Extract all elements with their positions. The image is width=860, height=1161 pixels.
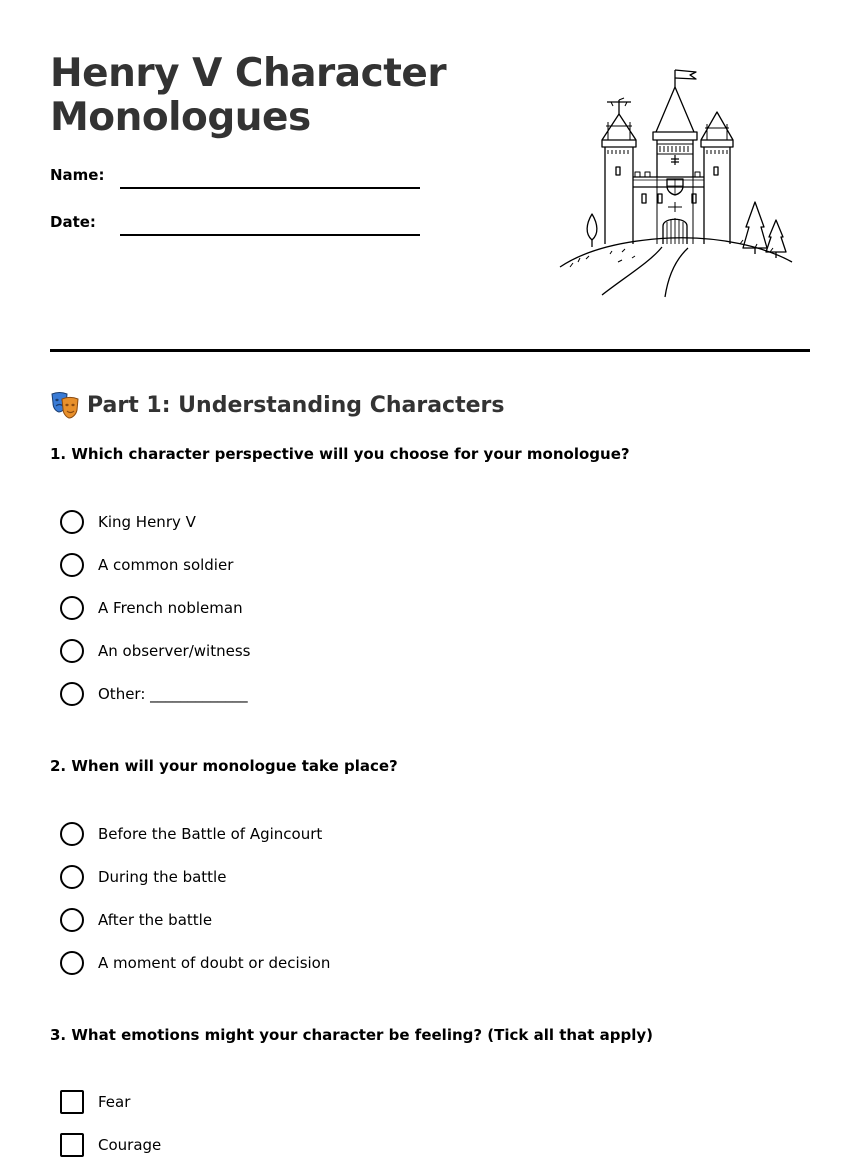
name-label: Name: [50, 166, 105, 184]
option-label: A common soldier [98, 556, 234, 574]
date-field [50, 207, 420, 237]
radio-button[interactable] [60, 951, 84, 975]
q1-option-king-henry[interactable] [60, 509, 196, 535]
question-1: 1. Which character perspective will you choose for your monologue? [50, 445, 630, 463]
option-label: A French nobleman [98, 599, 243, 617]
question-3: 3. What emotions might your character be feeling? (Tick all that apply) [50, 1026, 653, 1044]
option-label: Fear [98, 1093, 131, 1111]
option-label: Other: _____________ [98, 685, 248, 703]
radio-button[interactable] [60, 510, 84, 534]
option-label: Courage [98, 1136, 162, 1154]
theatre-masks-icon [50, 390, 80, 420]
name-field [50, 160, 420, 190]
q3-option-fear[interactable] [60, 1089, 130, 1115]
option-label: After the battle [98, 911, 213, 929]
q1-option-french-nobleman[interactable] [60, 595, 243, 621]
date-line[interactable] [120, 234, 420, 236]
option-label: A moment of doubt or decision [98, 954, 331, 972]
radio-button[interactable] [60, 596, 84, 620]
radio-button[interactable] [60, 553, 84, 577]
checkbox[interactable] [60, 1133, 84, 1157]
option-label: King Henry V [98, 513, 196, 531]
name-line[interactable] [120, 187, 420, 189]
castle-illustration [550, 62, 800, 302]
header-divider [50, 349, 810, 352]
radio-button[interactable] [60, 682, 84, 706]
page-title: Henry V Character Monologues [50, 51, 447, 140]
option-label: Before the Battle of Agincourt [98, 825, 323, 843]
q3-option-courage[interactable] [60, 1132, 161, 1158]
q1-option-common-soldier[interactable] [60, 552, 233, 578]
q2-option-after-battle[interactable] [60, 907, 212, 933]
section-title: Part 1: Understanding Characters [87, 392, 505, 418]
radio-button[interactable] [60, 865, 84, 889]
question-2: 2. When will your monologue take place? [50, 757, 398, 775]
q1-option-observer[interactable] [60, 638, 250, 664]
date-label: Date: [50, 213, 96, 231]
radio-button[interactable] [60, 639, 84, 663]
checkbox[interactable] [60, 1090, 84, 1114]
option-label: An observer/witness [98, 642, 251, 660]
radio-button[interactable] [60, 822, 84, 846]
q2-option-doubt-decision[interactable] [60, 950, 330, 976]
q1-option-other[interactable] [60, 681, 248, 707]
radio-button[interactable] [60, 908, 84, 932]
section-heading-part1 [50, 389, 504, 421]
q2-option-before-battle[interactable] [60, 821, 322, 847]
q2-option-during-battle[interactable] [60, 864, 226, 890]
option-label: During the battle [98, 868, 227, 886]
